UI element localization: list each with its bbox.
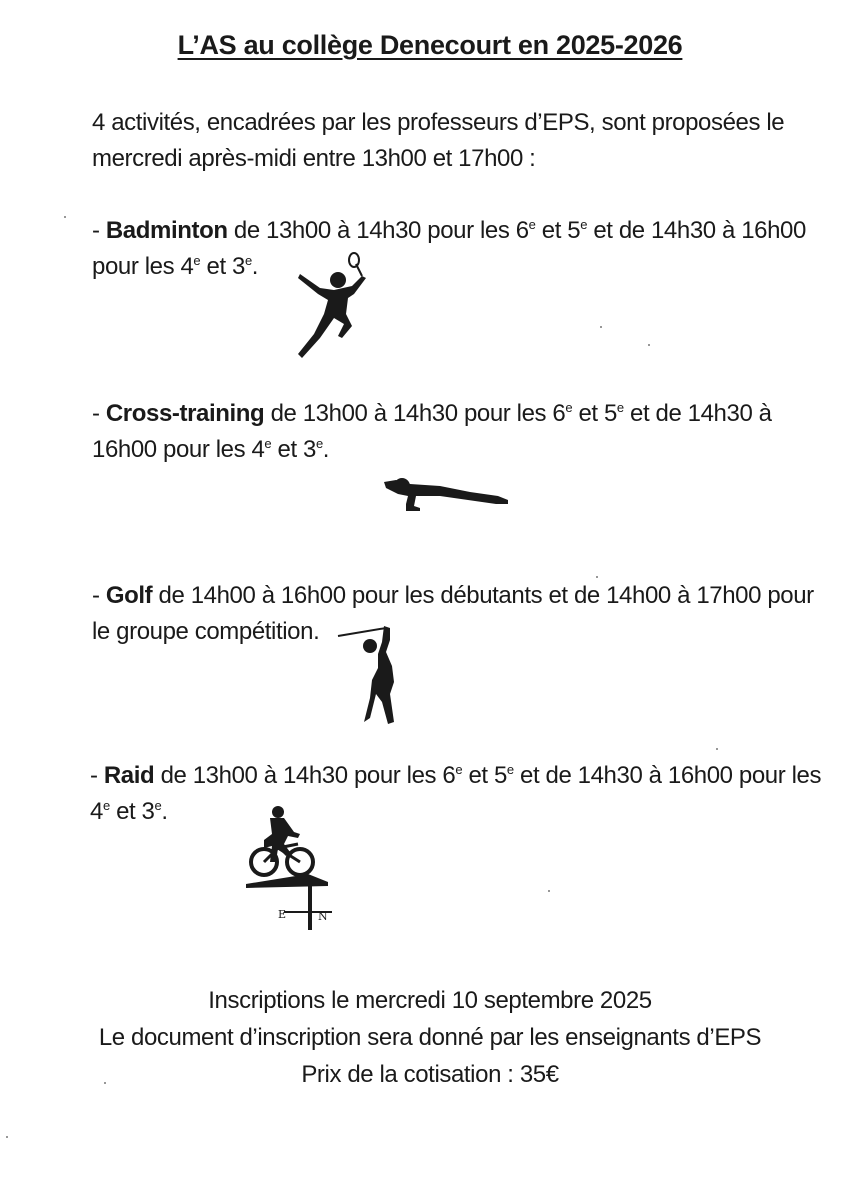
scan-speck xyxy=(64,216,66,218)
activity-name-badminton: Badminton xyxy=(105,217,228,244)
scan-speck xyxy=(104,1082,106,1084)
bullet-dash: - xyxy=(90,762,104,789)
activity-text: et 3 xyxy=(109,798,155,825)
ordinal-sup: e xyxy=(528,217,536,232)
activity-badminton-line-2 xyxy=(92,249,806,285)
scan-speck xyxy=(6,1136,8,1138)
activity-name-golf: Golf xyxy=(105,582,153,609)
golfer-silhouette-icon xyxy=(336,622,408,728)
activity-text: de 13h00 à 14h30 pour les 6 xyxy=(154,762,456,789)
activity-text: et 3 xyxy=(200,253,245,280)
ordinal-sup: e xyxy=(102,798,110,813)
scan-speck xyxy=(716,748,718,750)
activity-golf xyxy=(92,578,814,650)
activity-text: et 5 xyxy=(462,762,507,789)
compass-west-letter: E xyxy=(278,908,287,921)
activity-text: . xyxy=(161,798,168,825)
activity-text: et de 14h30 à xyxy=(623,400,772,427)
ordinal-sup: e xyxy=(193,253,201,268)
ordinal-sup: e xyxy=(506,762,514,777)
activity-text: 16h00 pour les 4 xyxy=(92,436,265,463)
bullet-dash: - xyxy=(92,217,106,244)
activity-text: . xyxy=(322,436,330,463)
activity-name-raid: Raid xyxy=(103,762,155,789)
activity-cross-training xyxy=(92,396,772,468)
cyclist-weathervane-icon xyxy=(244,804,344,934)
intro-paragraph xyxy=(92,105,784,177)
registration-date: Inscriptions le mercredi 10 septembre 2025 xyxy=(208,987,652,1014)
activity-golf-line-1 xyxy=(92,578,814,614)
activity-text: pour les 4 xyxy=(92,253,194,280)
activity-text: et 3 xyxy=(271,436,316,463)
activity-text: de 13h00 à 14h30 pour les 6 xyxy=(264,400,566,427)
activity-badminton xyxy=(92,213,806,285)
activity-golf-line-2: le groupe compétition. xyxy=(92,618,320,645)
ordinal-sup: e xyxy=(565,400,573,415)
activity-text: 4 xyxy=(90,798,103,825)
activity-text: et de 14h30 à 16h00 xyxy=(587,217,806,244)
intro-line-2: mercredi après-midi entre 13h00 et 17h00 : xyxy=(92,145,536,172)
activity-text: . xyxy=(251,253,259,280)
activity-raid-line-2 xyxy=(90,794,821,830)
scan-speck xyxy=(648,344,650,346)
registration-info xyxy=(0,982,860,1093)
bullet-dash: - xyxy=(92,400,106,427)
scan-speck xyxy=(548,890,550,892)
registration-document-note: Le document d’inscription sera donné par les enseignants d’EPS xyxy=(98,1024,762,1051)
ordinal-sup: e xyxy=(580,217,588,232)
ordinal-sup: e xyxy=(455,762,463,777)
activity-text: de 13h00 à 14h30 pour les 6 xyxy=(227,217,529,244)
activity-text: et 5 xyxy=(572,400,617,427)
ordinal-sup: e xyxy=(264,436,272,451)
ordinal-sup: e xyxy=(154,798,162,813)
activity-cross-training-line-2 xyxy=(92,432,772,468)
ordinal-sup: e xyxy=(315,436,323,451)
ordinal-sup: e xyxy=(244,253,252,268)
activity-raid-line-1 xyxy=(90,758,821,794)
activity-text: de 14h00 à 16h00 pour les débutants et de 14h00 à 17h00 pour xyxy=(152,582,814,609)
plank-exercise-silhouette-icon xyxy=(380,474,512,512)
activity-text: et de 14h30 à 16h00 pour les xyxy=(513,762,822,789)
badminton-player-silhouette-icon xyxy=(290,252,380,364)
compass-north-letter: N xyxy=(318,910,328,923)
activity-name-cross-training: Cross-training xyxy=(105,400,265,427)
activity-cross-training-line-1 xyxy=(92,396,772,432)
activity-badminton-line-1 xyxy=(92,213,806,249)
page-title: L’AS au collège Denecourt en 2025-2026 xyxy=(177,30,683,60)
scan-speck xyxy=(600,326,602,328)
intro-line-1: 4 activités, encadrées par les professeurs d’EPS, sont proposées le xyxy=(92,109,785,136)
activity-raid xyxy=(90,758,821,830)
bullet-dash: - xyxy=(92,582,106,609)
membership-price: Prix de la cotisation : 35€ xyxy=(301,1061,559,1088)
ordinal-sup: e xyxy=(616,400,624,415)
activity-text: et 5 xyxy=(535,217,581,244)
scan-speck xyxy=(596,576,598,578)
